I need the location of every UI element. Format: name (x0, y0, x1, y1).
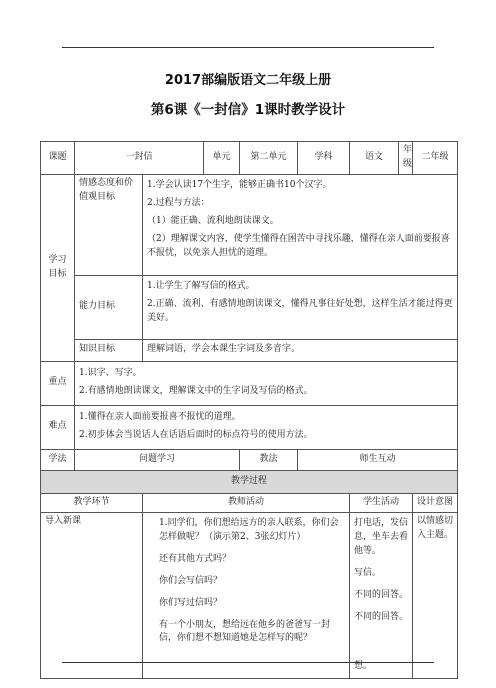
student-line: 不同的回答。 (354, 589, 409, 600)
student-line: 不同的回答。 (354, 611, 409, 622)
grade-label: 年级 (399, 142, 413, 175)
header-teacher: 教师活动 (143, 493, 350, 512)
teacher-line: 你们会写信吗？ (159, 575, 223, 586)
key-points-label: 重点 (41, 361, 75, 405)
grade-value: 二年级 (413, 142, 458, 175)
emotion-objective-label: 情感态度和价值观目标 (75, 174, 143, 275)
ability-objective-label: 能力目标 (75, 275, 143, 339)
student-activity (350, 512, 413, 679)
student-line: 写信。 (354, 567, 382, 578)
emotion-line: 1.学会认读17个生字，能够正确书10个汉字。 (147, 179, 332, 190)
student-line: 想。 (354, 661, 373, 672)
study-method-label: 学法 (41, 449, 75, 470)
key-points-row (41, 361, 458, 405)
key-point-line: 1.识字、写字。 (79, 368, 142, 379)
methods-row (41, 449, 458, 470)
header-intent: 设计意图 (413, 493, 458, 512)
process-row (41, 512, 458, 679)
process-title-row (41, 470, 458, 493)
student-line: 打电话，发信息，坐车去看他等。 (354, 517, 409, 556)
study-method-value: 问题学习 (75, 449, 240, 470)
subject-value: 语文 (350, 142, 399, 175)
difficulty-line: 1.懂得在亲人面前要报喜不报忧的道理。 (79, 412, 241, 423)
objectives-label: 学习目标 (41, 174, 75, 361)
course-value: 一封信 (75, 142, 204, 175)
teach-method-label: 教法 (240, 449, 298, 470)
bottom-rule (62, 662, 434, 663)
teacher-line: 1.同学们，你们想给远方的亲人联系，你们会怎样做呢？（演示第2、3张幻灯片） (159, 517, 339, 542)
process-header-row (41, 493, 458, 512)
header-stage: 教学环节 (41, 493, 143, 512)
emotion-objective-content (143, 174, 458, 275)
emotion-line: （2）理解课文内容，使学生懂得在困苦中寻找乐趣，懂得在亲人面前要报喜不报忧，以免亲人担忧的道理。 (147, 233, 450, 258)
difficulty-line: 2.初步体会当说话人在话语后面时的标点符号的使用方法。 (79, 430, 313, 441)
objective-emotion-row (41, 174, 458, 275)
teacher-line: 有一个小朋友，想给远在他乡的爸爸写一封信，你们想不想知道她是怎样写的呢？ (159, 619, 331, 644)
objective-ability-row (41, 275, 458, 339)
emotion-line: 2.过程与方法： (147, 197, 210, 208)
difficulties-row (41, 405, 458, 449)
knowledge-objective-label: 知识目标 (75, 339, 143, 361)
unit-label: 单元 (204, 142, 240, 175)
header-student: 学生活动 (350, 493, 413, 512)
difficulties-content (75, 405, 458, 449)
teacher-line: 还有其他方式吗？ (159, 553, 232, 564)
teach-method-value: 师生互动 (298, 449, 458, 470)
lesson-plan-table (40, 141, 458, 679)
knowledge-objective-content: 理解词语，学会本课生字词及多音字。 (143, 339, 458, 361)
ability-line: 1.让学生了解写信的格式。 (147, 280, 255, 291)
page-subtitle: 第6课《一封信》1课时教学设计 (150, 102, 346, 118)
emotion-line: （1）能正确、流利地朗读课文。 (147, 215, 279, 226)
top-rule (62, 47, 434, 48)
teacher-line: 你们写过信吗？ (159, 597, 223, 608)
stage-cell: 导入新课 (41, 512, 143, 679)
subject-label: 学科 (298, 142, 350, 175)
process-title: 教学过程 (41, 470, 458, 493)
unit-value: 第二单元 (240, 142, 298, 175)
ability-objective-content (143, 275, 458, 339)
key-point-line: 2.有感情地朗读课文，理解课文中的生字词及写信的格式。 (79, 386, 313, 397)
difficulties-label: 难点 (41, 405, 75, 449)
ability-line: 2.正确、流利、有感情地朗读课文，懂得凡事往好处想，这样生活才能过得更美好。 (147, 298, 453, 323)
objective-knowledge-row (41, 339, 458, 361)
key-points-content (75, 361, 458, 405)
teacher-activity (143, 512, 350, 679)
page-title: 2017部编版语文二年级上册 (164, 73, 332, 88)
design-intent: 以情感切入主题。 (413, 512, 458, 679)
course-label: 课题 (41, 142, 75, 175)
info-row (41, 142, 458, 175)
